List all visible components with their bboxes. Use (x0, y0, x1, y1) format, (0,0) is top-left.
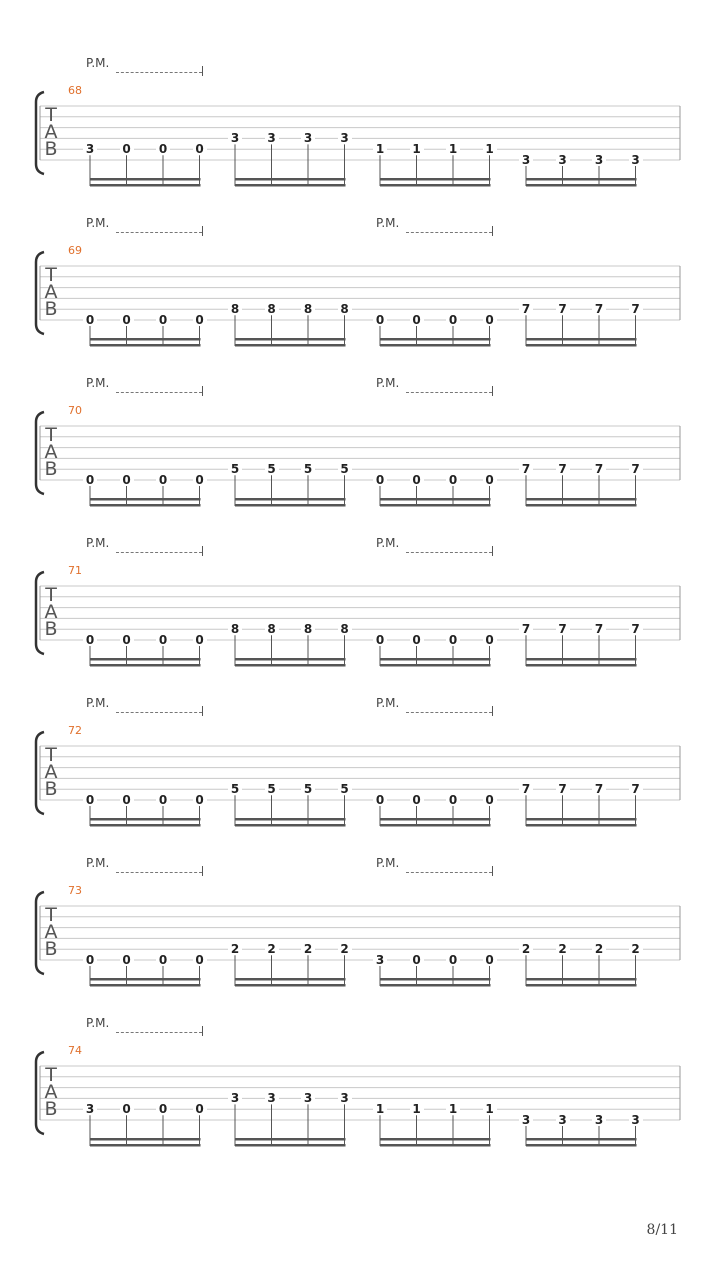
tab-system (0, 376, 720, 536)
fret-number: 3 (629, 154, 643, 166)
measure-number: 68 (68, 84, 82, 97)
note-beam (90, 184, 201, 187)
palm-mute-extender (116, 552, 202, 553)
fret-number: 8 (301, 303, 315, 315)
fret-number: 0 (373, 474, 387, 486)
fret-number: 3 (592, 1114, 606, 1126)
note-beam (380, 178, 491, 181)
fret-number: 7 (556, 623, 570, 635)
palm-mute-extender (116, 232, 202, 233)
fret-number: 3 (556, 154, 570, 166)
palm-mute-end (202, 66, 203, 76)
staff-graphics (0, 1016, 720, 1176)
fret-number: 1 (373, 143, 387, 155)
note-beam (235, 178, 346, 181)
fret-number: 0 (410, 634, 424, 646)
note-beam (235, 184, 346, 187)
fret-number: 0 (446, 314, 460, 326)
note-beam (526, 664, 637, 667)
fret-number: 0 (156, 634, 170, 646)
staff-graphics (0, 536, 720, 696)
note-beam (90, 978, 201, 981)
fret-number: 3 (338, 1092, 352, 1104)
fret-number: 0 (156, 314, 170, 326)
palm-mute-end (202, 866, 203, 876)
fret-number: 0 (193, 143, 207, 155)
fret-number: 5 (228, 463, 242, 475)
fret-number: 5 (301, 783, 315, 795)
note-beam (90, 338, 201, 341)
palm-mute-label: P.M. (376, 536, 400, 550)
fret-number: 3 (265, 1092, 279, 1104)
tab-clef-letter: A (44, 601, 58, 623)
note-beam (526, 504, 637, 507)
note-beam (380, 658, 491, 661)
note-beam (235, 664, 346, 667)
fret-number: 0 (120, 1103, 134, 1115)
palm-mute-label: P.M. (86, 856, 110, 870)
tab-clef-letter: T (45, 264, 57, 286)
fret-number: 0 (83, 314, 97, 326)
note-beam (235, 1138, 346, 1141)
fret-number: 2 (301, 943, 315, 955)
palm-mute-label: P.M. (86, 1016, 110, 1030)
fret-number: 0 (156, 474, 170, 486)
palm-mute-end (492, 706, 493, 716)
note-beam (526, 658, 637, 661)
fret-number: 0 (83, 634, 97, 646)
fret-number: 0 (83, 954, 97, 966)
fret-number: 0 (483, 314, 497, 326)
note-beam (526, 184, 637, 187)
tab-clef-letter: B (44, 458, 58, 480)
measure-number: 74 (68, 1044, 82, 1057)
fret-number: 8 (265, 623, 279, 635)
fret-number: 8 (338, 623, 352, 635)
fret-number: 7 (556, 303, 570, 315)
note-beam (526, 818, 637, 821)
fret-number: 2 (592, 943, 606, 955)
fret-number: 2 (519, 943, 533, 955)
palm-mute-extender (116, 392, 202, 393)
fret-number: 3 (265, 132, 279, 144)
note-beam (235, 824, 346, 827)
fret-number: 0 (120, 954, 134, 966)
palm-mute-label: P.M. (376, 376, 400, 390)
tab-clef-letter: A (44, 921, 58, 943)
fret-number: 0 (410, 474, 424, 486)
palm-mute-extender (406, 872, 492, 873)
fret-number: 0 (120, 314, 134, 326)
tab-clef-letter: T (45, 424, 57, 446)
note-beam (526, 978, 637, 981)
tab-system (0, 216, 720, 376)
note-beam (90, 824, 201, 827)
fret-number: 0 (193, 314, 207, 326)
fret-number: 2 (265, 943, 279, 955)
note-beam (380, 664, 491, 667)
fret-number: 3 (519, 154, 533, 166)
note-beam (90, 178, 201, 181)
tab-system (0, 856, 720, 1016)
tab-clef-letter: B (44, 1098, 58, 1120)
fret-number: 0 (410, 794, 424, 806)
note-beam (380, 824, 491, 827)
fret-number: 0 (446, 954, 460, 966)
tab-clef-letter: B (44, 938, 58, 960)
note-beam (526, 344, 637, 347)
fret-number: 7 (592, 463, 606, 475)
fret-number: 0 (120, 474, 134, 486)
tab-clef-letter: A (44, 1081, 58, 1103)
note-beam (380, 338, 491, 341)
note-beam (90, 818, 201, 821)
fret-number: 0 (483, 794, 497, 806)
fret-number: 0 (446, 634, 460, 646)
note-beam (90, 664, 201, 667)
measure-number: 70 (68, 404, 82, 417)
fret-number: 8 (338, 303, 352, 315)
fret-number: 0 (483, 954, 497, 966)
fret-number: 3 (629, 1114, 643, 1126)
note-beam (380, 1144, 491, 1147)
fret-number: 0 (446, 474, 460, 486)
palm-mute-label: P.M. (86, 536, 110, 550)
fret-number: 0 (193, 474, 207, 486)
fret-number: 7 (519, 623, 533, 635)
note-beam (526, 1144, 637, 1147)
fret-number: 7 (556, 783, 570, 795)
fret-number: 3 (301, 1092, 315, 1104)
tab-clef-letter: B (44, 298, 58, 320)
fret-number: 8 (228, 623, 242, 635)
note-beam (380, 504, 491, 507)
fret-number: 0 (120, 634, 134, 646)
staff-graphics (0, 856, 720, 1016)
fret-number: 2 (629, 943, 643, 955)
note-beam (526, 984, 637, 987)
staff-graphics (0, 696, 720, 856)
fret-number: 0 (373, 314, 387, 326)
note-beam (235, 498, 346, 501)
fret-number: 0 (156, 954, 170, 966)
fret-number: 5 (265, 463, 279, 475)
palm-mute-label: P.M. (86, 376, 110, 390)
fret-number: 1 (483, 143, 497, 155)
note-beam (380, 984, 491, 987)
note-beam (90, 1138, 201, 1141)
staff-graphics (0, 216, 720, 376)
tab-system (0, 1016, 720, 1176)
tab-clef-letter: A (44, 281, 58, 303)
note-beam (235, 818, 346, 821)
tab-clef-letter: T (45, 584, 57, 606)
fret-number: 0 (410, 314, 424, 326)
measure-number: 69 (68, 244, 82, 257)
fret-number: 0 (446, 794, 460, 806)
measure-number: 71 (68, 564, 82, 577)
tab-system (0, 536, 720, 696)
fret-number: 0 (193, 794, 207, 806)
fret-number: 0 (373, 794, 387, 806)
measure-number: 72 (68, 724, 82, 737)
fret-number: 5 (338, 783, 352, 795)
fret-number: 1 (446, 1103, 460, 1115)
tab-clef-letter: A (44, 121, 58, 143)
palm-mute-extender (406, 392, 492, 393)
fret-number: 8 (228, 303, 242, 315)
note-beam (235, 504, 346, 507)
note-beam (380, 978, 491, 981)
fret-number: 0 (83, 474, 97, 486)
palm-mute-label: P.M. (376, 696, 400, 710)
fret-number: 5 (301, 463, 315, 475)
fret-number: 5 (228, 783, 242, 795)
fret-number: 3 (83, 1103, 97, 1115)
staff-graphics (0, 56, 720, 216)
palm-mute-label: P.M. (86, 56, 110, 70)
fret-number: 0 (120, 794, 134, 806)
note-beam (380, 818, 491, 821)
note-beam (235, 984, 346, 987)
tab-clef-letter: T (45, 744, 57, 766)
palm-mute-extender (406, 712, 492, 713)
fret-number: 3 (592, 154, 606, 166)
fret-number: 0 (156, 143, 170, 155)
fret-number: 1 (373, 1103, 387, 1115)
note-beam (90, 504, 201, 507)
fret-number: 0 (156, 794, 170, 806)
fret-number: 7 (592, 303, 606, 315)
note-beam (90, 498, 201, 501)
tab-clef-letter: T (45, 904, 57, 926)
palm-mute-extender (116, 1032, 202, 1033)
note-beam (235, 658, 346, 661)
fret-number: 1 (446, 143, 460, 155)
fret-number: 7 (629, 783, 643, 795)
fret-number: 7 (519, 303, 533, 315)
fret-number: 3 (556, 1114, 570, 1126)
fret-number: 0 (193, 1103, 207, 1115)
palm-mute-end (492, 226, 493, 236)
tab-clef-letter: A (44, 761, 58, 783)
palm-mute-end (492, 866, 493, 876)
tab-system (0, 56, 720, 216)
note-beam (235, 978, 346, 981)
palm-mute-label: P.M. (86, 696, 110, 710)
palm-mute-end (492, 546, 493, 556)
palm-mute-label: P.M. (376, 216, 400, 230)
fret-number: 7 (592, 623, 606, 635)
note-beam (380, 184, 491, 187)
fret-number: 3 (338, 132, 352, 144)
note-beam (526, 498, 637, 501)
fret-number: 7 (519, 463, 533, 475)
fret-number: 0 (483, 474, 497, 486)
palm-mute-label: P.M. (376, 856, 400, 870)
note-beam (90, 344, 201, 347)
tab-clef-letter: B (44, 618, 58, 640)
fret-number: 2 (556, 943, 570, 955)
fret-number: 3 (373, 954, 387, 966)
palm-mute-extender (406, 552, 492, 553)
fret-number: 0 (373, 634, 387, 646)
palm-mute-end (202, 1026, 203, 1036)
measure-number: 73 (68, 884, 82, 897)
note-beam (90, 658, 201, 661)
palm-mute-end (492, 386, 493, 396)
fret-number: 7 (629, 623, 643, 635)
fret-number: 0 (120, 143, 134, 155)
fret-number: 7 (556, 463, 570, 475)
fret-number: 3 (519, 1114, 533, 1126)
fret-number: 8 (265, 303, 279, 315)
tab-clef-letter: B (44, 778, 58, 800)
note-beam (526, 338, 637, 341)
fret-number: 1 (410, 143, 424, 155)
note-beam (90, 984, 201, 987)
fret-number: 2 (338, 943, 352, 955)
tab-clef-letter: B (44, 138, 58, 160)
palm-mute-extender (116, 872, 202, 873)
fret-number: 3 (228, 1092, 242, 1104)
fret-number: 3 (301, 132, 315, 144)
fret-number: 0 (83, 794, 97, 806)
fret-number: 0 (193, 954, 207, 966)
fret-number: 5 (265, 783, 279, 795)
palm-mute-label: P.M. (86, 216, 110, 230)
note-beam (235, 338, 346, 341)
fret-number: 3 (228, 132, 242, 144)
fret-number: 0 (156, 1103, 170, 1115)
tab-clef-letter: T (45, 1064, 57, 1086)
fret-number: 5 (338, 463, 352, 475)
fret-number: 0 (410, 954, 424, 966)
note-beam (526, 824, 637, 827)
note-beam (380, 1138, 491, 1141)
tab-clef-letter: T (45, 104, 57, 126)
fret-number: 3 (83, 143, 97, 155)
fret-number: 2 (228, 943, 242, 955)
palm-mute-end (202, 546, 203, 556)
note-beam (380, 344, 491, 347)
palm-mute-end (202, 226, 203, 236)
palm-mute-extender (116, 72, 202, 73)
staff-graphics (0, 376, 720, 536)
fret-number: 1 (483, 1103, 497, 1115)
fret-number: 7 (629, 303, 643, 315)
palm-mute-end (202, 386, 203, 396)
tab-system (0, 696, 720, 856)
palm-mute-extender (116, 712, 202, 713)
note-beam (90, 1144, 201, 1147)
note-beam (380, 498, 491, 501)
fret-number: 7 (519, 783, 533, 795)
fret-number: 7 (629, 463, 643, 475)
palm-mute-extender (406, 232, 492, 233)
tab-clef-letter: A (44, 441, 58, 463)
fret-number: 0 (193, 634, 207, 646)
fret-number: 7 (592, 783, 606, 795)
fret-number: 1 (410, 1103, 424, 1115)
note-beam (526, 1138, 637, 1141)
page-number: 8/11 (646, 1222, 678, 1238)
note-beam (526, 178, 637, 181)
palm-mute-end (202, 706, 203, 716)
fret-number: 8 (301, 623, 315, 635)
fret-number: 0 (483, 634, 497, 646)
note-beam (235, 344, 346, 347)
note-beam (235, 1144, 346, 1147)
